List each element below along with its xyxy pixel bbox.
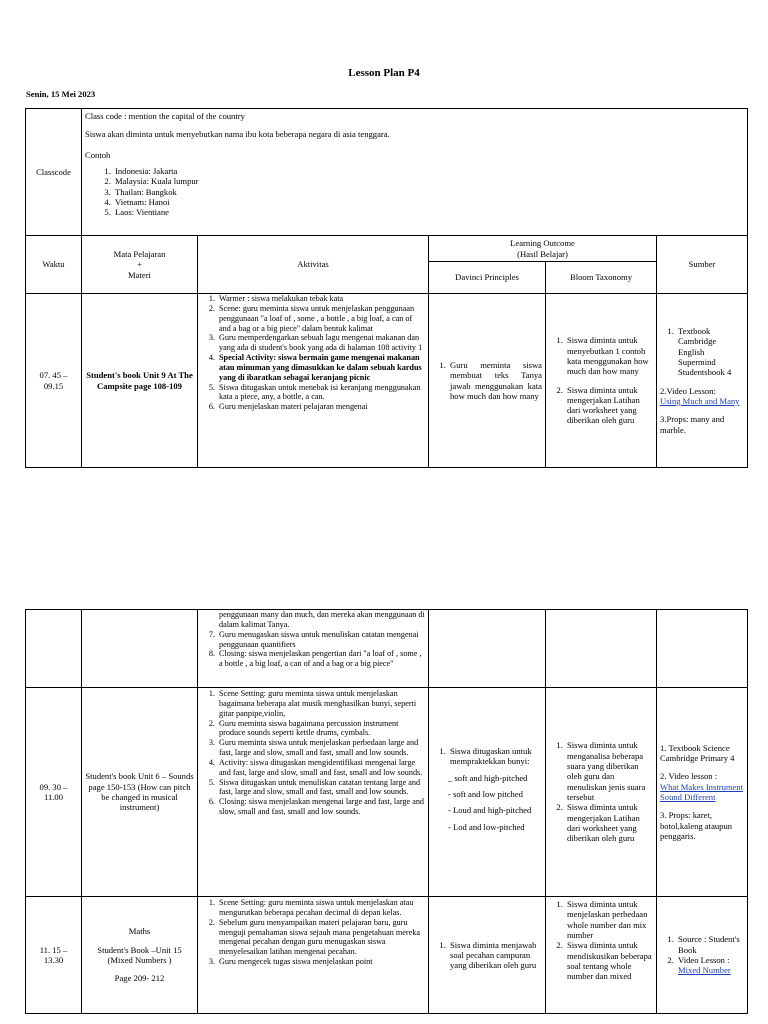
- row1-davinci: [429, 294, 546, 468]
- source-video-prefix: Video Lesson :: [678, 955, 730, 965]
- activity-item: 3. Guru meminta siswa untuk menjelaskan perbedaan large and fast, large and slow, small and fast, small and low sounds.: [217, 738, 425, 758]
- special-activity-label: Special Activity: [219, 353, 274, 363]
- activity-continued: penggunaan many dan much, dan mereka akan menggunaan di dalam kalimat Tanya.: [219, 610, 425, 629]
- cont-davinci: [429, 610, 546, 688]
- row3-bloom: [546, 897, 657, 1014]
- activity-item: 1. Scene Setting: guru meminta siswa untuk menjelaskan atau mengurutkan beberapa pecahan decimal di depan kelas.: [217, 898, 425, 918]
- header-davinci: Davinci Principles: [429, 262, 546, 294]
- lesson-row-1: [26, 294, 748, 468]
- header-mapel-line1: Mata Pelajaran: [113, 249, 166, 260]
- video-link-instrument-sound[interactable]: What Makes Instrument Sound Different: [660, 781, 744, 802]
- video-link-using-much-many[interactable]: Using Much and Many: [660, 395, 740, 406]
- source-video-prefix: 2.Video Lesson:: [660, 385, 716, 396]
- document-title: Lesson Plan P4: [348, 67, 420, 79]
- header-mapel-line2: +: [137, 259, 142, 270]
- davinci-sub: - soft and low pitched: [448, 789, 523, 799]
- header-bloom: Bloom Taxonomy: [546, 262, 657, 294]
- activity-item: 8. Closing: siswa menjelaskan pengertian dari "a loaf of , some , a bottle , a big loaf, a can of and a bag or a big piece": [217, 649, 425, 669]
- source-video: [660, 386, 744, 407]
- header-lo-line1: Learning Outcome: [510, 238, 575, 249]
- cont-materi: [82, 610, 198, 688]
- activity-item: 4. Activity: siswa ditugaskan mengidentifikasi mengenai large and fast, large and slow, small and fast, small and low sounds.: [217, 758, 425, 778]
- row1-aktivitas: [198, 294, 429, 468]
- header-mapel: [82, 236, 198, 294]
- row3-davinci: [429, 897, 546, 1014]
- activity-item: 3. Guru memperdengarkan sebuah lagu mengenai makanan dan yang ada di student's book yang ada di halaman 108 activity 1: [217, 333, 425, 353]
- row2-aktivitas: [198, 688, 429, 897]
- davinci-item: 1. Siswa diminta menjawab soal pecahan campuran yang diberikan oleh guru: [448, 940, 542, 971]
- video-link-mixed-number[interactable]: Mixed Number: [678, 965, 731, 976]
- header-row: [26, 236, 748, 262]
- classcode-line2: Siswa akan diminta untuk menyebutkan nama ibu kota beberapa negara di asia tenggara.: [85, 129, 390, 140]
- davinci-sub: - Loud and high-pitched: [448, 805, 532, 816]
- row2-materi: Student's book Unit 6 – Sounds page 150-153 (How can pitch be changed in musical instrument): [82, 688, 198, 897]
- lesson-row-3: [26, 897, 748, 1014]
- bloom-item: 1. Siswa diminta untuk menganalisa beberapa suara yang diberikan oleh guru dan menuliskan jenis suara tersebut: [565, 740, 653, 802]
- activity-item: 5. Siswa ditugaskan untuk menebak isi keranjang menggunakan kata a piece, any, a bottle, a can.: [217, 383, 425, 403]
- row3-page: Page 209- 212: [114, 973, 165, 984]
- cont-bloom: [546, 610, 657, 688]
- document-date: Senin, 15 Mei 2023: [26, 89, 96, 99]
- row2-davinci: [429, 688, 546, 897]
- source-video-prefix: 2. Video lesson :: [660, 771, 718, 782]
- example-item: 5. Laos: Vientiane: [113, 207, 744, 217]
- cont-waktu: [26, 610, 82, 688]
- source-props: 3.Props: many and marble.: [660, 414, 725, 435]
- lesson-plan-table-page-1: [25, 108, 748, 468]
- activity-item: 6. Guru menjelaskan materi pelajaran mengenai: [217, 402, 425, 412]
- bloom-item: 2. Siswa diminta untuk mengerjakan Latihan dari worksheet yang diberikan oleh guru: [565, 802, 653, 843]
- lesson-row-2: [26, 688, 748, 897]
- bloom-item: 2. Siswa diminta untuk mendiskusikan beberapa soal tentang whole number dan mixed: [565, 940, 653, 981]
- activity-item: 1. Warmer : siswa melakukan tebak kata: [217, 294, 425, 304]
- header-sumber: Sumber: [657, 236, 748, 294]
- row3-subject: Maths: [128, 926, 151, 937]
- activity-item: 7. Guru menugaskan siswa untuk menuliskan catatan mengenai penggunaan quantifiers: [217, 630, 425, 650]
- row2-sumber: [657, 688, 748, 897]
- bloom-item: 1. Siswa diminta untuk menjelaskan perbedaan whole number dan mix number: [565, 899, 653, 940]
- activity-item: 2. Scene: guru meminta siswa untuk menjelaskan penggunaan penggunaan "a loaf of , some , a bottle , a big loaf, a can of and a bag or a big piece" dalam bentuk kalimat: [217, 304, 425, 334]
- row2-bloom: [546, 688, 657, 897]
- row1-waktu: 07. 45 – 09.15: [26, 294, 82, 468]
- row3-sumber: [657, 897, 748, 1014]
- classcode-examples: [85, 166, 744, 218]
- header-learning-outcome: [429, 236, 657, 262]
- classcode-content: [82, 109, 748, 236]
- row3-materi-text: Student's Book –Unit 15 (Mixed Numbers ): [97, 944, 182, 965]
- continuation-row: [26, 610, 748, 688]
- lesson-plan-table-page-2: [25, 609, 748, 1014]
- source-item: 1. Textbook Cambridge English Supermind Studentsbook 4: [676, 326, 744, 378]
- cont-aktivitas: [198, 610, 429, 688]
- activity-item: 3. Guru mengecek tugas siswa menjelaskan point: [217, 957, 425, 967]
- source-textbook: 1. Textbook Science Cambridge Primary 4: [660, 742, 735, 764]
- source-item: [676, 955, 744, 976]
- example-item: 1. Indonesia: Jakarta: [113, 166, 744, 176]
- example-item: 2. Malaysia: Kuala lumpur: [113, 176, 744, 186]
- activity-item: 1. Scene Setting: guru meminta siswa untuk menjelaskan bagaimana beberapa alat musik menghasilkan bunyi, seperti gitar panpipe,violin,: [217, 689, 425, 719]
- header-lo-line2: (Hasil Belajar): [517, 248, 568, 259]
- row1-bloom: [546, 294, 657, 468]
- source-item: 1. Source : Student's Book: [676, 934, 744, 955]
- classcode-row: [26, 109, 748, 236]
- source-props: 3. Props: karet, botol,kaleng ataupun penggaris.: [660, 810, 733, 841]
- davinci-item: 1. Guru meminta siswa membuat teks Tanya jawab menggunakan kata how much dan how many: [448, 360, 542, 401]
- row3-aktivitas: [198, 897, 429, 1014]
- activity-item: 2. Sebelum guru menyampaikan materi pelajaran baru, guru menguji pemahaman siswa sejauh mana pengetahuan mereka mengenai pecahan dengan guru menugaskan siswa menyelesaikan latihan mengenai pecahan.: [217, 918, 425, 957]
- classcode-contoh: Contoh: [85, 149, 111, 160]
- source-video: [660, 771, 744, 802]
- davinci-item: 1. Siswa ditugaskan untuk mempraktekkan bunyi:: [448, 746, 542, 767]
- cont-sumber: [657, 610, 748, 688]
- classcode-line1: Class code : mention the capital of the country: [85, 111, 245, 121]
- classcode-label: Classcode: [26, 109, 82, 236]
- special-activity-text: : siswa bermain game mengenai makanan atau minuman yang dimasukkan ke dalam sebuah kardus yang di ibaratkan sebagai keranjang picnic: [219, 353, 422, 382]
- row1-materi: Student's book Unit 9 At The Campsite page 108-109: [82, 294, 198, 468]
- davinci-sub: - Lod and low-pitched: [448, 821, 525, 832]
- header-aktivitas: Aktivitas: [198, 236, 429, 294]
- header-waktu: Waktu: [26, 236, 82, 294]
- activity-item: [217, 353, 425, 383]
- example-item: 3. Thailan: Bangkok: [113, 187, 744, 197]
- header-mapel-line3: Materi: [128, 269, 151, 280]
- bloom-item: 1. Siswa diminta untuk menyebutkan 1 contoh kata menggunakan how much dan how many: [565, 335, 653, 376]
- davinci-sub: _ soft and high-pitched: [448, 772, 528, 783]
- row3-waktu: 11. 15 – 13.30: [26, 897, 82, 1014]
- activity-item: 2. Guru meminta siswa bagaimana percussion instrument produce sounds seperti kettle drums, cymbals.: [217, 719, 425, 739]
- activity-item: 6. Closing: siswa menjelaskan mengenai large and fast, large and slow, small and fast, small and low sounds.: [217, 797, 425, 817]
- activity-item: 5. Siswa ditugaskan untuk menuliskan catatan tentang large and fast, large and slow, small and fast, small and low sounds.: [217, 778, 425, 798]
- bloom-item: 2. Siswa diminta untuk mengerjakan Latihan dari worksheet yang diberikan oleh guru: [565, 385, 653, 426]
- row3-materi: [82, 897, 198, 1014]
- row1-sumber: [657, 294, 748, 468]
- example-item: 4. Vietnam: Hanoi: [113, 197, 744, 207]
- row2-waktu: 09. 30 – 11.00: [26, 688, 82, 897]
